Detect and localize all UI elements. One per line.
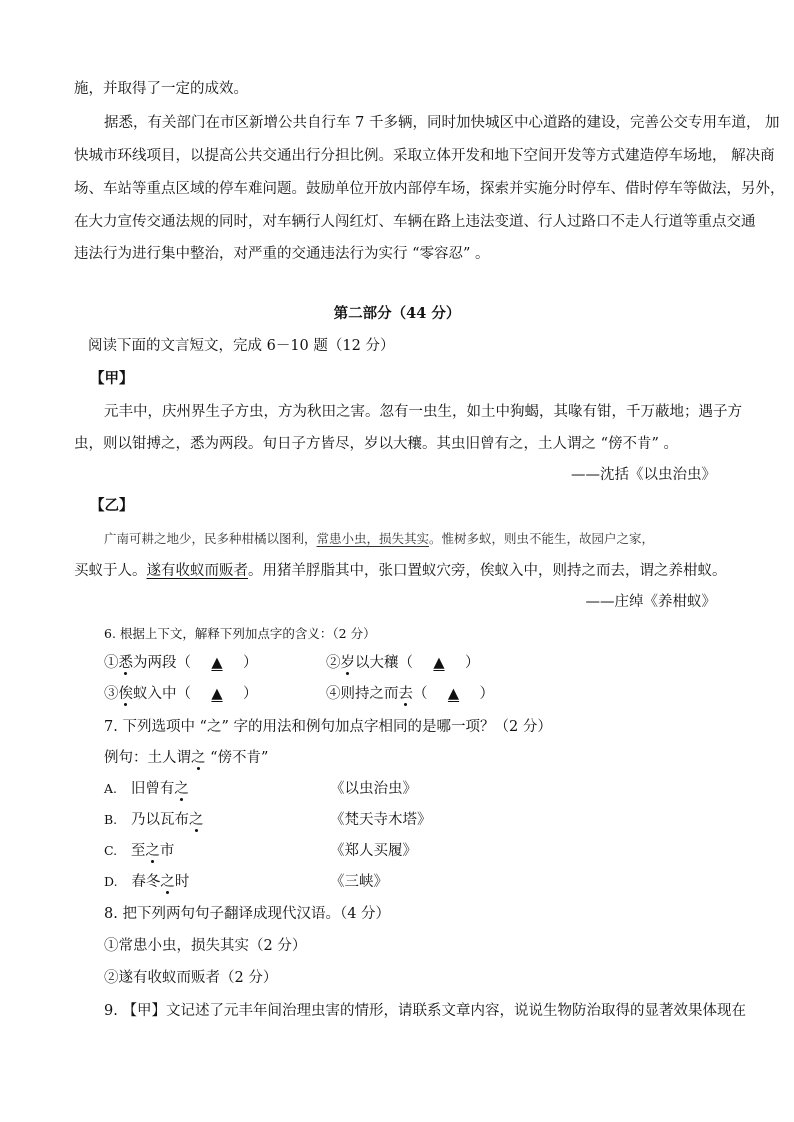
q7-option-b-source: 《梵天寺木塔》: [330, 812, 432, 828]
q6-item-2-dotted-char: 岁: [340, 655, 355, 671]
q7-example-dotted-char: 之: [191, 750, 206, 766]
q6-answer-blank-2[interactable]: ▲: [433, 655, 445, 671]
q7-option-d-pre: 春冬: [131, 874, 161, 890]
jia-line-1: 元丰中，庆州界生子方虫，方为秋田之害。忽有一虫生，如土中狗蝎，其喙有钳，千万蔽地；遇子方: [104, 404, 742, 420]
passage-line-1: 施，并取得了一定的成效。: [74, 81, 248, 97]
q7-option-a-source: 《以虫治虫》: [330, 781, 417, 797]
q7-option-d-post: 时: [174, 874, 190, 890]
q6-item-3-post: 蚁入中: [133, 686, 177, 702]
yi-line-2-text-b: 。用猪羊脬脂其中，张口置蚁穴旁，俟蚁入中，则持之而去，谓之养柑蚁。: [248, 563, 727, 579]
q6-answer-blank-4[interactable]: ▲: [447, 686, 460, 702]
q6-answer-blank-3[interactable]: ▲: [211, 686, 223, 702]
yi-line-1-text-b: 。惟树多蚁，则虫不能生，故园户之家，: [429, 531, 655, 546]
q6-item-2-pre: ②: [326, 655, 341, 671]
q7-example-pre: 例句：土人谓: [104, 750, 191, 766]
q7-option-c-source: 《郑人买履》: [330, 843, 417, 859]
q6-answer-blank-1[interactable]: ▲: [211, 655, 223, 671]
q6-item-1-dotted-char: 悉: [118, 655, 133, 671]
q7-option-a[interactable]: [104, 779, 189, 799]
yi-line-2-text-a: 买蚁于人。: [74, 563, 147, 579]
q6-item-4: ④则持之而去（ ▲ ）: [326, 686, 494, 702]
part2-title: 第二部分（44 分）: [333, 305, 461, 322]
q7-option-c-post: 市: [159, 843, 175, 859]
q7-option-c-dotted-char: 之: [145, 843, 160, 859]
passage-line-6: 违法行为进行集中整治，对严重的交通违法行为实行 “零容忍” 。: [74, 246, 490, 262]
yi-line-2: [74, 561, 727, 581]
q7-option-d[interactable]: [104, 872, 189, 892]
q7-option-c[interactable]: [104, 841, 174, 861]
q8-sentence-2: ②遂有收蚁而贩者（2 分）: [104, 970, 278, 986]
passage-line-4: 场、车站等重点区域的停车难问题。鼓励单位开放内部停车场，探索并实施分时停车、借时停车等做法，另外，: [74, 181, 785, 197]
yi-underlined-sentence-2: 遂有收蚁而贩者: [146, 563, 248, 579]
q7-option-b-pre: 乃以瓦布: [131, 812, 189, 828]
q6-item-1-post: 为两段: [133, 655, 177, 671]
passage-line-3: 快城市环线项目，以提高公共交通出行分担比例。采取立体开发和地下空间开发等方式建造停车场地， 解决商: [74, 148, 775, 164]
q8-sentence-1: ①常患小虫，损失其实（2 分）: [104, 938, 307, 954]
q7-example: [104, 748, 268, 768]
q7-option-a-letter: A.: [104, 781, 118, 796]
part2-intro: 阅读下面的文言短文，完成 6－10 题（12 分）: [88, 338, 395, 354]
yi-source: ——庄绰《养柑蚁》: [585, 594, 716, 610]
passage-line-2: 据悉，有关部门在市区新增公共自行车 7 千多辆，同时加快城区中心道路的建设，完善公交专用车道， 加: [104, 115, 780, 131]
jia-source: ——沈括《以虫治虫》: [571, 467, 716, 483]
q6-item-1-pre: ①: [104, 655, 119, 671]
q7-option-b-letter: B.: [104, 812, 118, 827]
yi-underlined-sentence-1: 常患小虫，损失其实: [316, 531, 430, 546]
yi-label: 【乙】: [90, 497, 134, 514]
q7-option-d-source: 《三峡》: [330, 874, 388, 890]
q7-stem: 7. 下列选项中 “之” 字的用法和例句加点字相同的是哪一项？（2 分）: [104, 719, 552, 735]
q7-option-d-dotted-char: 之: [160, 874, 175, 890]
q7-option-d-letter: D.: [104, 874, 118, 889]
q8-stem: 8. 把下列两句句子翻译成现代汉语。（4 分）: [104, 906, 391, 922]
q6-item-3-pre: ③: [104, 686, 119, 702]
q6-item-3: ③俟蚁入中（ ▲ ）: [104, 686, 258, 702]
q7-option-a-pre: 旧曾有: [130, 781, 175, 797]
q7-option-b[interactable]: [104, 810, 204, 830]
yi-line-1-text-a: 广南可耕之地少，民多种柑橘以图利，: [104, 531, 317, 546]
q6-item-2-post: 以大穰: [355, 655, 399, 671]
jia-line-2: 虫，则以钳搏之，悉为两段。旬日子方皆尽，岁以大穰。其虫旧曾有之，土人谓之 “傍不肯” 。: [74, 436, 679, 452]
q6-item-2: ②岁以大穰（ ▲ ）: [326, 655, 480, 671]
passage-line-5: 在大力宣传交通法规的同时，对车辆行人闯红灯、车辆在路上违法变道、行人过路口不走人行道等重点交通: [74, 214, 756, 230]
q9-stem: 9. 【甲】文记述了元丰年间治理虫害的情形，请联系文章内容，说说生物防治取得的显著效果体现在: [104, 1003, 746, 1019]
q7-option-c-pre: 至: [130, 843, 146, 859]
q7-option-b-dotted-char: 之: [189, 812, 204, 828]
q6-item-1: ①悉为两段（ ▲ ）: [104, 655, 258, 671]
q7-option-a-dotted-char: 之: [174, 781, 189, 797]
jia-label: 【甲】: [90, 370, 134, 387]
q6-item-4-dotted-char: 去: [398, 686, 413, 702]
q7-option-c-letter: C.: [104, 843, 118, 858]
q6-item-4-pre: ④则持之而: [326, 686, 399, 702]
q7-example-post: “傍不肯”: [205, 750, 269, 766]
q6-item-3-dotted-char: 俟: [118, 686, 133, 702]
q6-stem: 6. 根据上下文，解释下列加点字的含义：（2 分）: [104, 626, 376, 641]
yi-line-1: [104, 529, 654, 549]
